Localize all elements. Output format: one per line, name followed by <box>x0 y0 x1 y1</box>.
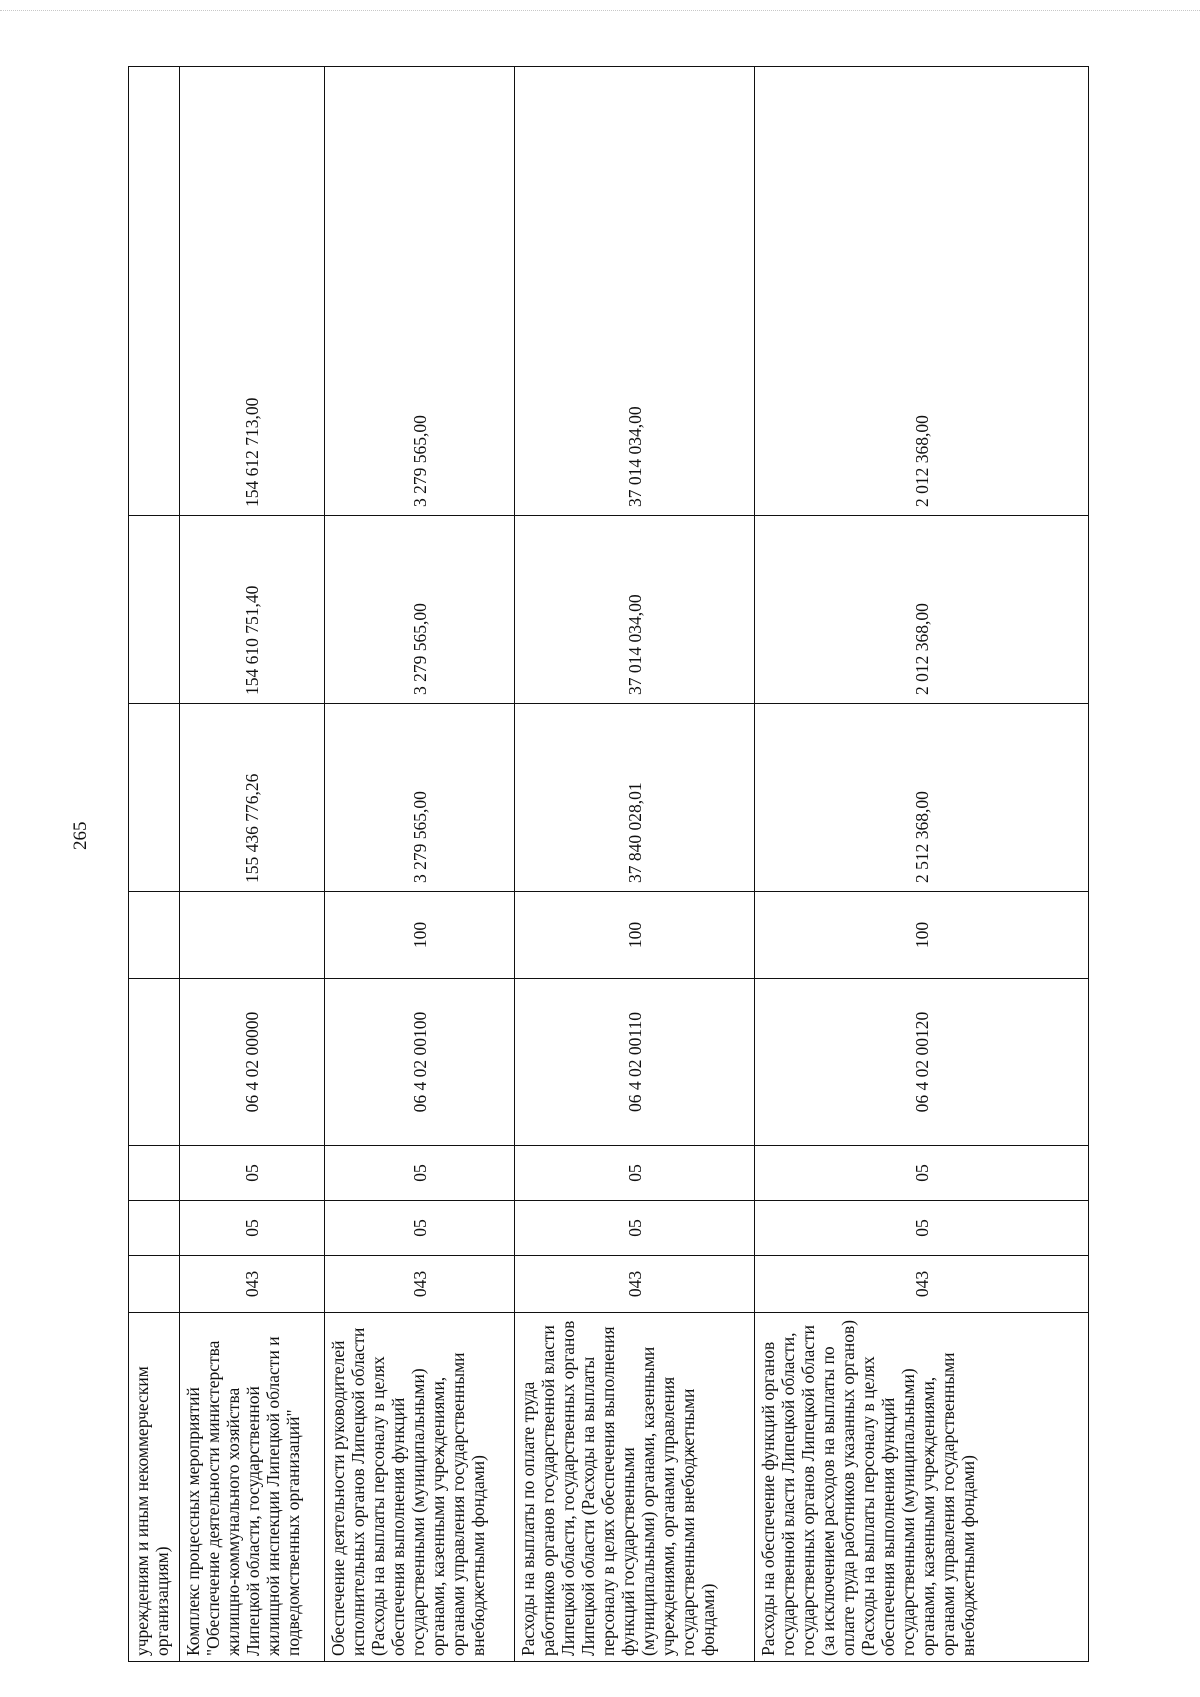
target-article-cell <box>129 979 180 1146</box>
amount-2025-cell: 37 014 034,00 <box>515 516 755 704</box>
section-code-cell: 05 <box>325 1201 515 1256</box>
ministry-code-cell: 043 <box>755 1256 1089 1313</box>
expense-type-cell: 100 <box>515 892 755 979</box>
amount-2024-cell: 2 512 368,00 <box>755 704 1089 892</box>
amount-2026-cell: 37 014 034,00 <box>515 67 755 516</box>
ministry-code-cell <box>129 1256 180 1313</box>
subsection-code-cell <box>129 1146 180 1201</box>
expense-type-cell: 100 <box>755 892 1089 979</box>
amount-2026-cell: 154 612 713,00 <box>180 67 325 516</box>
table-row <box>129 67 180 1662</box>
section-code-cell: 05 <box>515 1201 755 1256</box>
expense-type-cell <box>129 892 180 979</box>
table-row <box>515 67 755 1662</box>
amount-2026-cell <box>129 67 180 516</box>
expense-type-cell: 100 <box>325 892 515 979</box>
section-code-cell: 05 <box>755 1201 1089 1256</box>
page-number: 265 <box>70 821 91 850</box>
amount-2025-cell: 2 012 368,00 <box>755 516 1089 704</box>
amount-2025-cell <box>129 516 180 704</box>
target-article-cell: 06 4 02 00120 <box>755 979 1089 1146</box>
budget-table <box>128 66 1089 1662</box>
amount-2024-cell: 3 279 565,00 <box>325 704 515 892</box>
rotated-page-content <box>128 67 1088 1662</box>
expense-name-cell: Комплекс процессных мероприятий "Обеспечение деятельности министерства жилищно-коммунального хозяйства Липецкой области, государственной жилищной инспекции Липецкой области и подведомственных организаций" <box>180 1313 325 1662</box>
amount-2025-cell: 3 279 565,00 <box>325 516 515 704</box>
amount-2024-cell: 155 436 776,26 <box>180 704 325 892</box>
table-row <box>180 67 325 1662</box>
subsection-code-cell: 05 <box>180 1146 325 1201</box>
ministry-code-cell: 043 <box>325 1256 515 1313</box>
subsection-code-cell: 05 <box>325 1146 515 1201</box>
amount-2026-cell: 3 279 565,00 <box>325 67 515 516</box>
expense-type-cell <box>180 892 325 979</box>
table-row <box>755 67 1089 1662</box>
target-article-cell: 06 4 02 00100 <box>325 979 515 1146</box>
ministry-code-cell: 043 <box>515 1256 755 1313</box>
scan-edge-line <box>0 10 1200 11</box>
section-code-cell: 05 <box>180 1201 325 1256</box>
expense-name-cell: Расходы на выплаты по оплате труда работников органов государственной власти Липецкой области, государственных органов Липецкой области (Расходы на выплаты персоналу в целях обеспечения выполнения функций государственными (муниципальными) органами, казенными учреждениями, органами управления государственными внебюджетными фондами) <box>515 1313 755 1662</box>
table-row <box>325 67 515 1662</box>
target-article-cell: 06 4 02 00110 <box>515 979 755 1146</box>
target-article-cell: 06 4 02 00000 <box>180 979 325 1146</box>
subsection-code-cell: 05 <box>515 1146 755 1201</box>
expense-name-cell: Расходы на обеспечение функций органов государственной власти Липецкой области, государственных органов Липецкой области (за исключением расходов на выплаты по оплате труда работников указанных органов) (Расходы на выплаты персоналу в целях обеспечения выполнения функций государственными (муниципальными) органами, казенными учреждениями, органами управления государственными внебюджетными фондами) <box>755 1313 1089 1662</box>
ministry-code-cell: 043 <box>180 1256 325 1313</box>
expense-name-cell: Обеспечение деятельности руководителей исполнительных органов Липецкой области (Расходы на выплаты персоналу в целях обеспечения выполнения функций государственными (муниципальными) органами, казенными учреждениями, органами управления государственными внебюджетными фондами) <box>325 1313 515 1662</box>
amount-2025-cell: 154 610 751,40 <box>180 516 325 704</box>
amount-2024-cell <box>129 704 180 892</box>
subsection-code-cell: 05 <box>755 1146 1089 1201</box>
amount-2026-cell: 2 012 368,00 <box>755 67 1089 516</box>
expense-name-cell: учреждениям и иным некоммерческим организациям) <box>129 1313 180 1662</box>
section-code-cell <box>129 1201 180 1256</box>
amount-2024-cell: 37 840 028,01 <box>515 704 755 892</box>
